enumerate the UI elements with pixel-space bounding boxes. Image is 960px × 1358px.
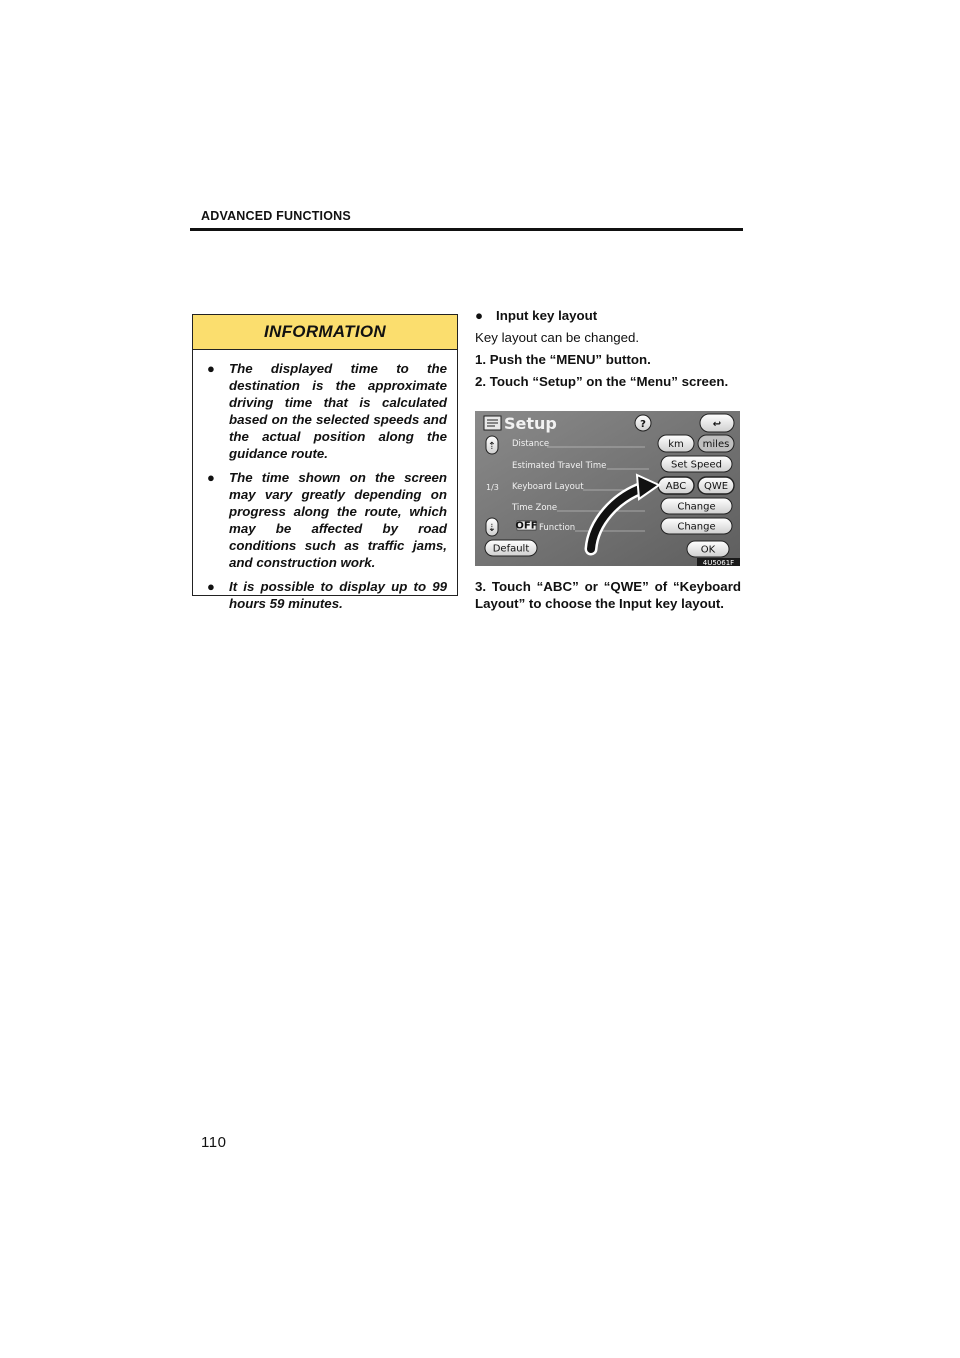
page-number: 110 — [201, 1134, 227, 1151]
bullet-icon: ● — [475, 308, 484, 323]
svg-text:km: km — [668, 439, 684, 450]
qwe-button[interactable] — [698, 477, 734, 494]
svg-text:QWE: QWE — [703, 481, 729, 492]
image-code-label — [697, 558, 740, 566]
back-button[interactable] — [700, 414, 734, 432]
svg-text:Set Speed: Set Speed — [671, 459, 722, 471]
default-button[interactable] — [485, 540, 537, 556]
ok-button[interactable] — [687, 541, 729, 557]
step-1: 1. Push the “MENU” button. — [475, 352, 651, 367]
svg-text:ABC: ABC — [665, 481, 687, 492]
svg-text:OFF: OFF — [515, 520, 538, 532]
information-list — [193, 350, 457, 612]
section-subheading — [475, 307, 741, 324]
section-header: ADVANCED FUNCTIONS — [201, 209, 351, 223]
setup-title-icon — [484, 416, 501, 430]
set-speed-button[interactable] — [661, 456, 732, 472]
instructions-continued — [475, 578, 741, 612]
page-indicator: 1/3 — [486, 483, 499, 492]
header-rule — [190, 228, 743, 231]
svg-text:OK: OK — [700, 544, 716, 556]
svg-text:miles: miles — [702, 439, 730, 450]
arrow-up-icon: ⇡ — [487, 441, 497, 452]
information-item — [207, 578, 447, 612]
subheading-text: Input key layout — [496, 308, 598, 323]
instructions-column — [475, 307, 741, 390]
function-off-badge — [515, 521, 537, 532]
information-title: INFORMATION — [193, 315, 457, 350]
information-item-text: The time shown on the screen may vary greatly depending on progress along the route, which may be affected by road conditions such as traffic jams, and construction work. — [229, 470, 447, 570]
setup-title: Setup — [504, 414, 557, 433]
back-icon: ↩ — [712, 419, 722, 430]
svg-text:Change: Change — [677, 501, 716, 513]
km-button[interactable] — [658, 435, 694, 452]
row-travel-time-label: Estimated Travel Time — [512, 461, 607, 471]
information-item — [207, 360, 447, 462]
help-button[interactable] — [635, 415, 651, 431]
bullet-icon: ● — [207, 579, 215, 594]
setup-screen-image — [475, 411, 740, 566]
help-icon: ? — [640, 419, 646, 430]
function-change-button[interactable] — [661, 518, 732, 534]
intro-text: Key layout can be changed. — [475, 330, 640, 345]
bullet-icon: ● — [207, 470, 215, 485]
miles-button[interactable] — [698, 435, 734, 452]
step-3: 3. Touch “ABC” or “QWE” of “Keyboard Layout” to choose the Input key layout. — [475, 579, 741, 611]
row-time-zone-label: Time Zone — [512, 503, 558, 513]
arrow-down-icon: ⇣ — [487, 523, 497, 534]
svg-text:Change: Change — [677, 521, 716, 533]
information-item-text: The displayed time to the destination is the approximate driving time that is calculated based on the selected speeds and the actual position along the guidance route. — [229, 361, 447, 461]
bullet-icon: ● — [207, 361, 215, 376]
scroll-up-button[interactable] — [486, 436, 498, 454]
row-keyboard-layout-label: Keyboard Layout — [512, 482, 584, 492]
time-zone-change-button[interactable] — [661, 498, 732, 514]
scroll-down-button[interactable] — [486, 518, 498, 536]
svg-text:4U5061F: 4U5061F — [702, 559, 735, 566]
svg-text:Default: Default — [492, 543, 530, 555]
information-item — [207, 469, 447, 571]
row-distance-label: Distance — [512, 439, 550, 449]
information-box — [192, 314, 458, 611]
abc-button[interactable] — [658, 477, 694, 494]
step-2: 2. Touch “Setup” on the “Menu” screen. — [475, 374, 729, 389]
information-item-text: It is possible to display up to 99 hours 59 minutes. — [229, 579, 447, 611]
row-function-label: Function — [539, 523, 576, 533]
